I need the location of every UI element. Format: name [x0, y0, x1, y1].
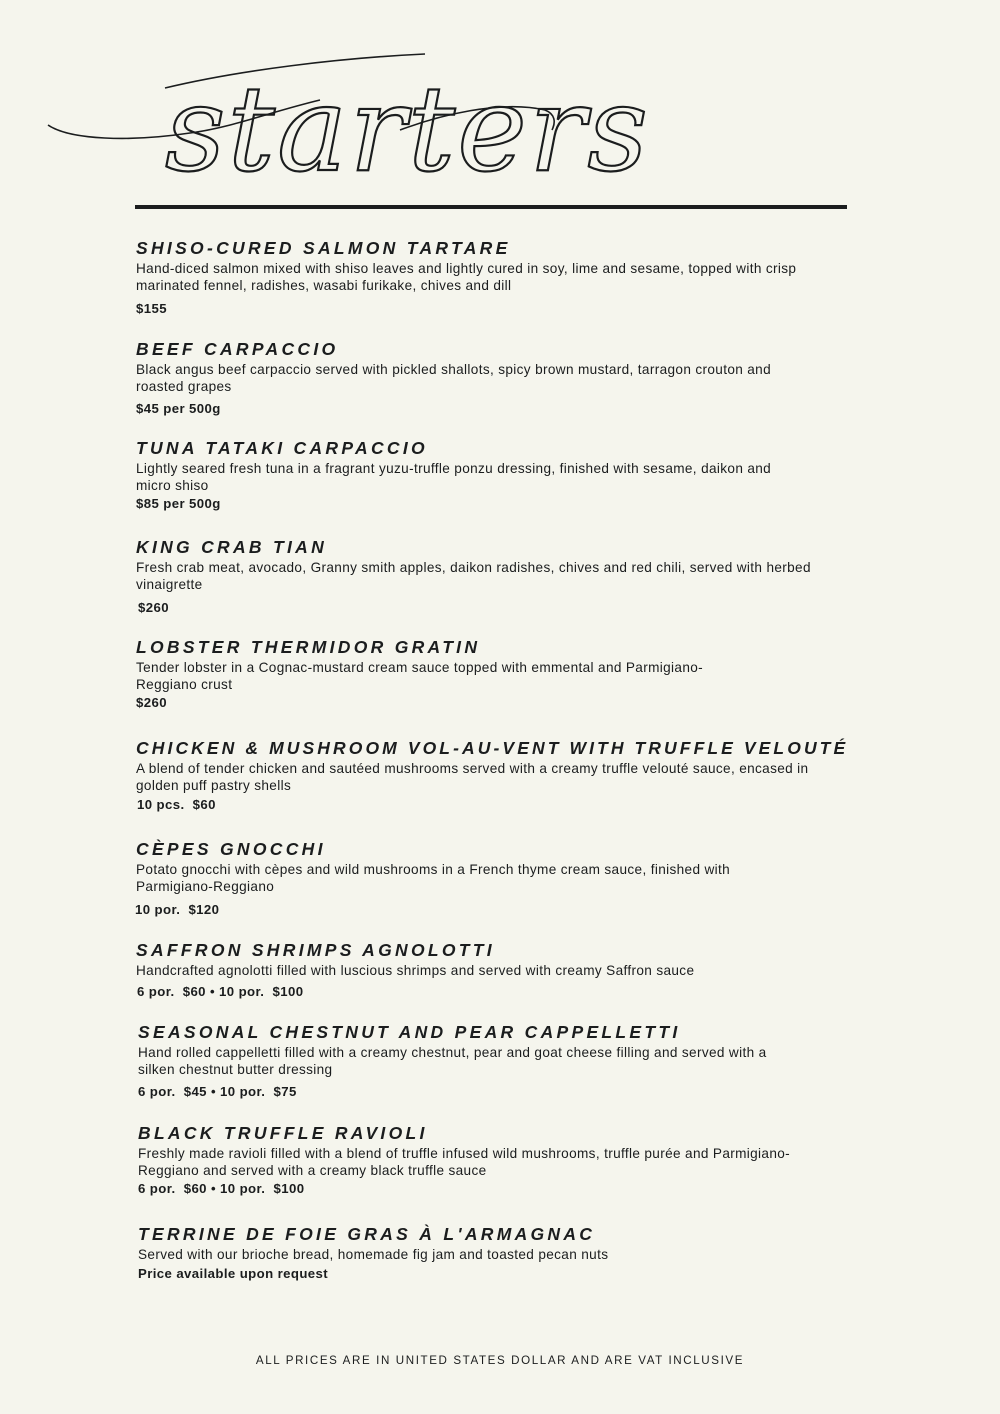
item-price: 6 por. $45 • 10 por. $75: [138, 1083, 297, 1099]
item-name: TUNA TATAKI CARPACCIO: [136, 438, 428, 458]
menu-item-black-truffle-ravioli: [138, 1123, 876, 1224]
item-price: Price available upon request: [138, 1266, 329, 1282]
title-divider: [135, 205, 847, 209]
item-description: Tender lobster in a Cognac-mustard cream sauce topped with emmental and Parmigiano-Reggiano crust: [136, 660, 704, 693]
menu-item-cepes-gnocchi: [136, 839, 876, 940]
item-price: 6 por. $60 • 10 por. $100: [137, 984, 304, 1000]
item-name: LOBSTER THERMIDOR GRATIN: [136, 637, 481, 657]
item-description: Black angus beef carpaccio served with pickled shallots, spicy brown mustard, tarragon crouton and roasted grapes: [136, 362, 771, 395]
item-description: A blend of tender chicken and sautéed mushrooms served with a creamy truffle velouté sauce, encased in golden puff pastry shells: [136, 761, 809, 794]
item-price: $45 per 500g: [136, 400, 221, 416]
item-name: KING CRAB TIAN: [136, 537, 328, 557]
menu-item-foie-gras-terrine: [138, 1224, 876, 1284]
item-price: 6 por. $60 • 10 por. $100: [138, 1180, 305, 1196]
item-description: Freshly made ravioli filled with a blend of truffle infused wild mushrooms, truffle purée and Parmigiano-Reggiano and served with a creamy black truffle sauce: [138, 1146, 791, 1179]
menu-item-king-crab-tian: [136, 537, 876, 637]
item-price: $155: [136, 300, 167, 316]
item-name: SAFFRON SHRIMPS AGNOLOTTI: [136, 940, 495, 960]
menu-item-tuna-tataki: [136, 438, 876, 537]
menu-item-chicken-vol-au-vent: [136, 738, 876, 839]
item-name: TERRINE DE FOIE GRAS À L'ARMAGNAC: [138, 1224, 596, 1244]
item-price: 10 pcs. $60: [137, 796, 216, 812]
price-disclaimer: ALL PRICES ARE IN UNITED STATES DOLLAR AND ARE VAT INCLUSIVE: [255, 1354, 745, 1367]
item-description: Hand-diced salmon mixed with shiso leaves and lightly cured in soy, lime and sesame, topped with crisp marinated fennel, radishes, wasabi furikake, chives and dill: [136, 261, 797, 294]
item-price: 10 por. $120: [135, 901, 220, 917]
item-description: Potato gnocchi with cèpes and wild mushrooms in a French thyme cream sauce, finished with Parmigiano-Reggiano: [136, 862, 731, 895]
page-title: [40, 30, 650, 198]
item-price: $85 per 500g: [136, 495, 221, 511]
item-name: CHICKEN & MUSHROOM VOL-AU-VENT WITH TRUFFLE VELOUTÉ: [136, 738, 849, 758]
menu-list: [136, 238, 876, 1284]
item-name: SEASONAL CHESTNUT AND PEAR CAPPELLETTI: [138, 1022, 681, 1042]
item-description: Handcrafted agnolotti filled with luscious shrimps and served with creamy Saffron sauce: [136, 963, 695, 978]
item-name: SHISO-CURED SALMON TARTARE: [136, 238, 511, 258]
item-name: CÈPES GNOCCHI: [136, 839, 326, 859]
menu-item-beef-carpaccio: [136, 339, 876, 438]
menu-item-chestnut-cappelletti: [138, 1022, 876, 1123]
item-name: BLACK TRUFFLE RAVIOLI: [138, 1123, 428, 1143]
menu-item-saffron-agnolotti: [136, 940, 876, 1022]
menu-item-lobster-thermidor: [136, 637, 876, 738]
item-description: Served with our brioche bread, homemade fig jam and toasted pecan nuts: [138, 1247, 609, 1262]
menu-item-salmon-tartare: [136, 238, 876, 339]
item-price: $260: [136, 694, 167, 710]
item-description: Fresh crab meat, avocado, Granny smith apples, daikon radishes, chives and red chili, served with herbed vinaigrette: [136, 560, 811, 593]
item-price: $260: [138, 599, 169, 615]
title-text: starters: [165, 60, 650, 198]
item-name: BEEF CARPACCIO: [136, 339, 339, 359]
item-description: Hand rolled cappelletti filled with a creamy chestnut, pear and goat cheese filling and served with a silken chestnut butter dressing: [138, 1045, 767, 1078]
item-description: Lightly seared fresh tuna in a fragrant yuzu-truffle ponzu dressing, finished with sesame, daikon and micro shiso: [136, 461, 772, 494]
